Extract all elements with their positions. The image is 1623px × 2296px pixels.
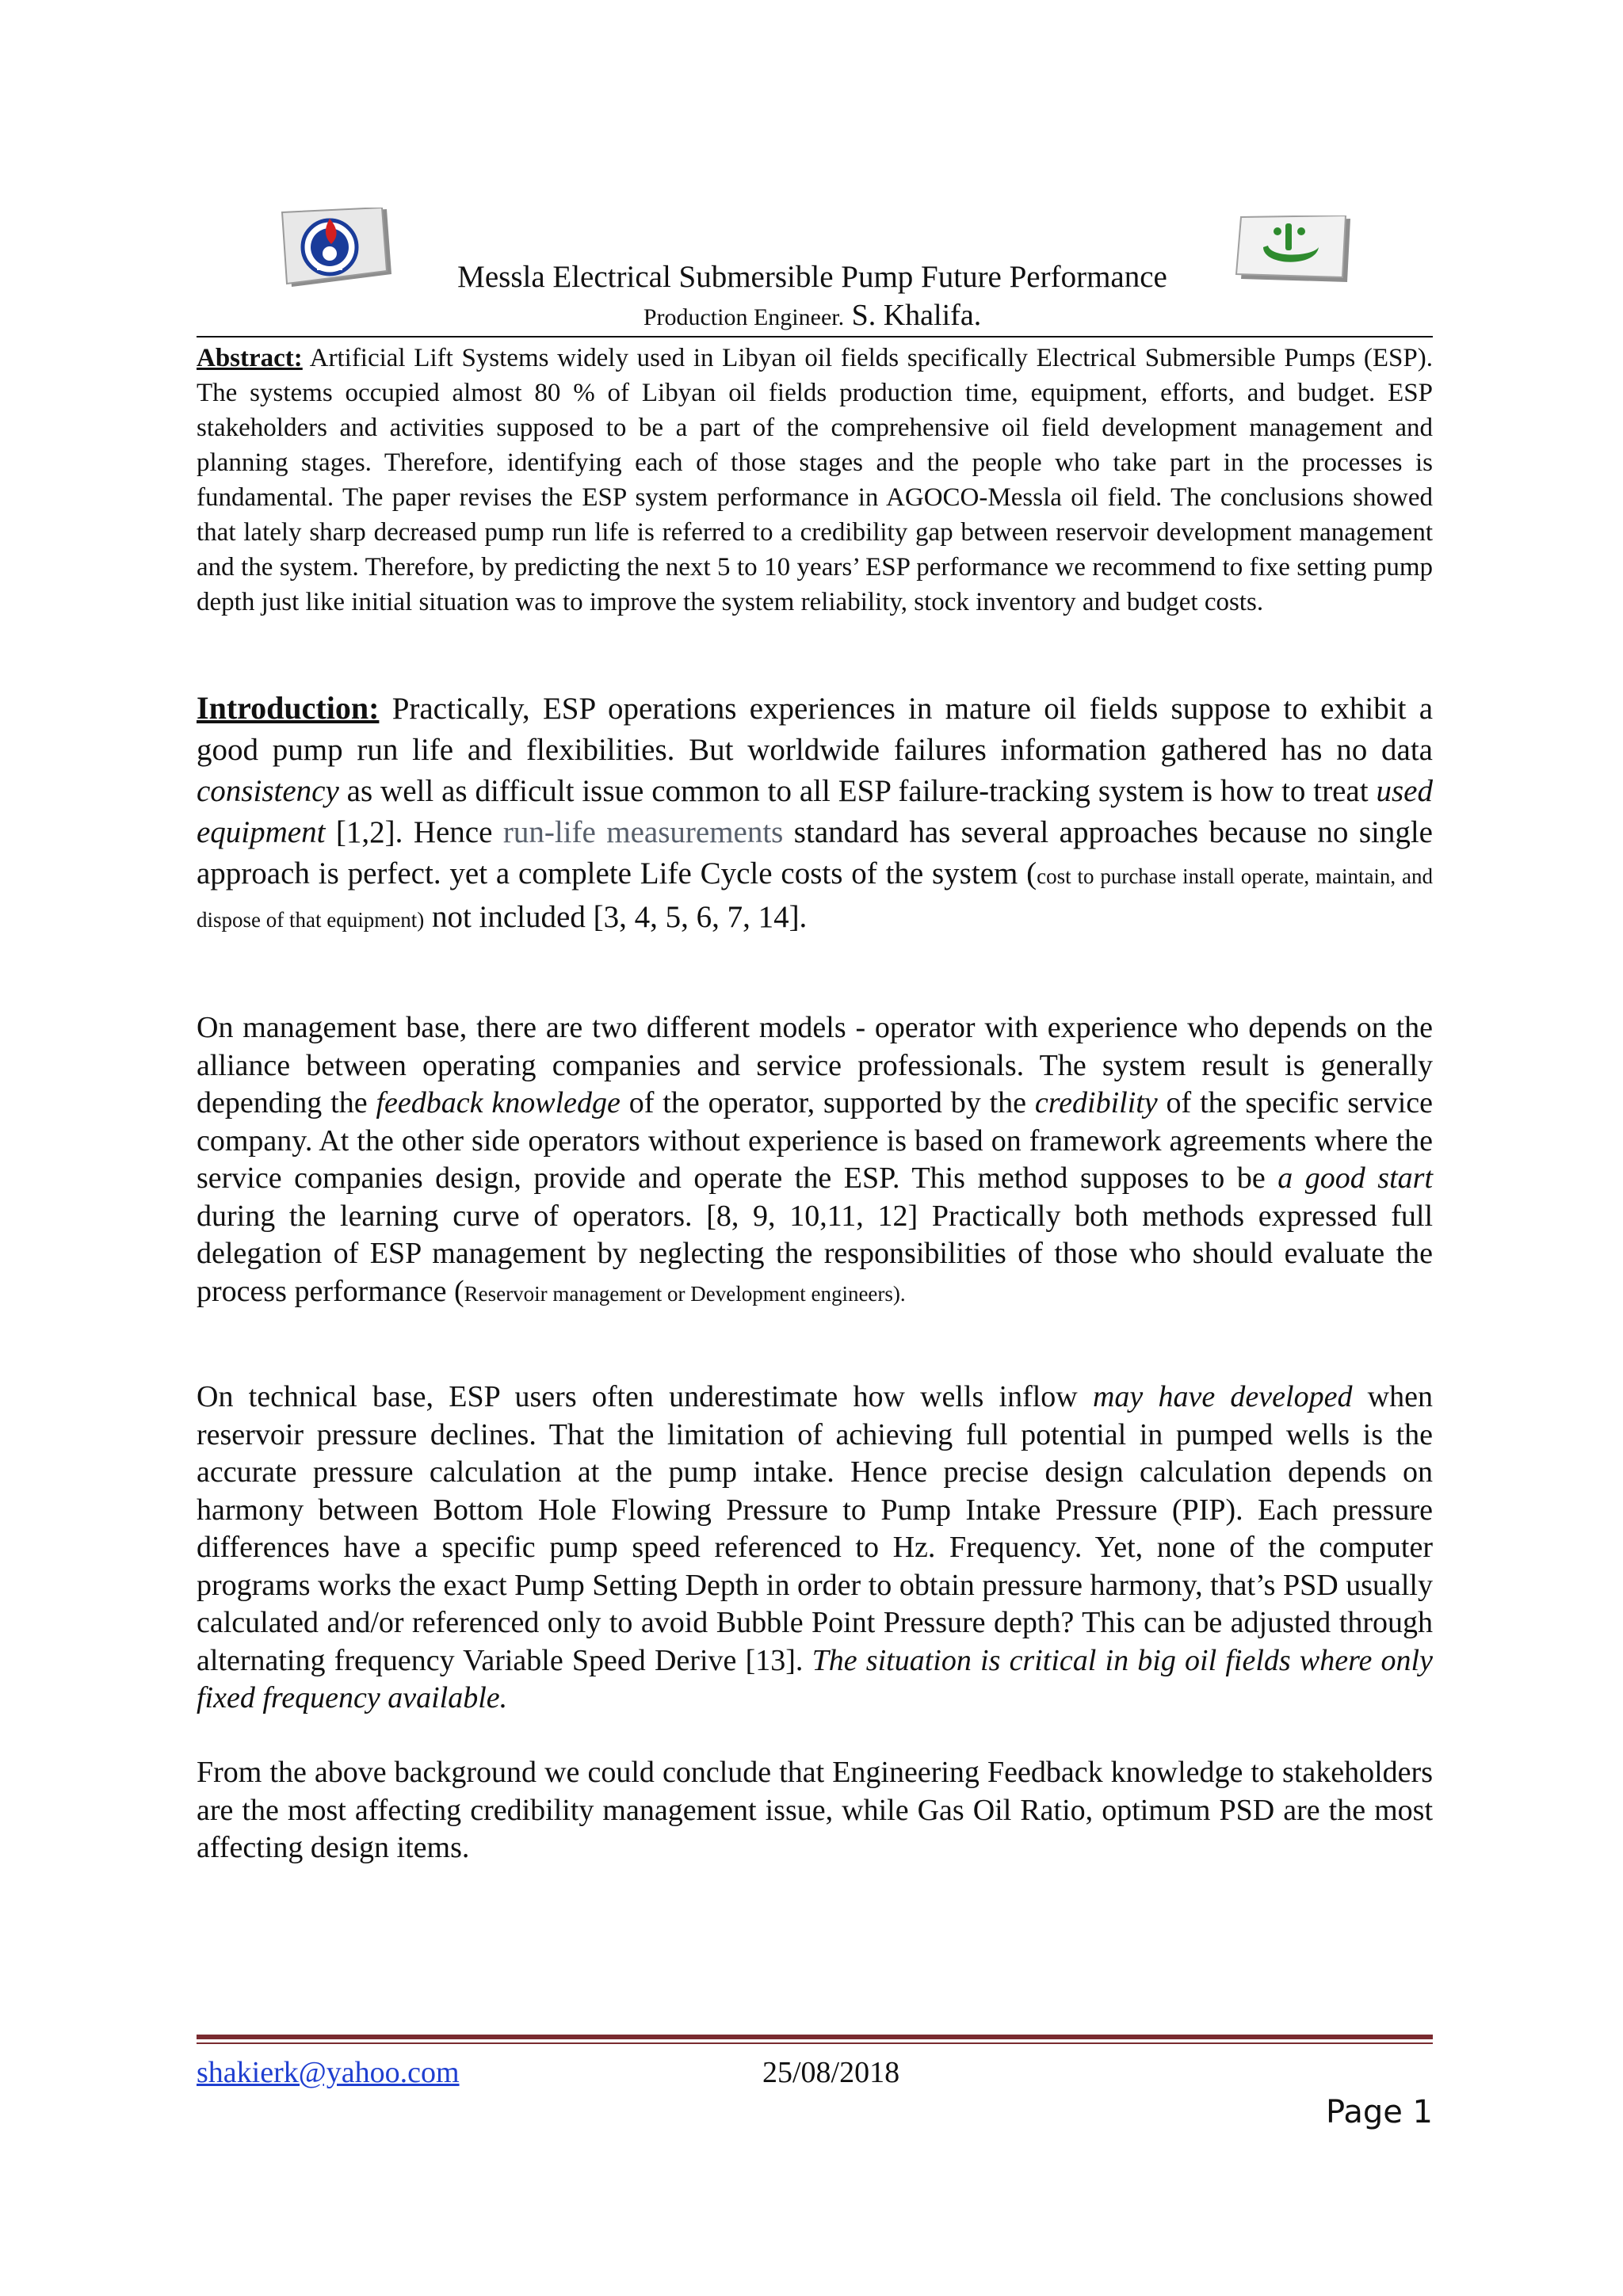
footer-email-link[interactable]: shakierk@yahoo.com: [197, 2056, 460, 2089]
management-text-2: of the operator, supported by the: [620, 1086, 1035, 1119]
footer-divider-thick: [197, 2035, 1433, 2039]
intro-text-3: [1,2]. Hence: [325, 815, 503, 849]
intro-text-4: standard has several approaches because no single approach is perfect. yet a complete Life Cycle costs of the system (: [197, 815, 1433, 891]
management-emphasis-feedback: feedback knowledge: [376, 1086, 621, 1119]
introduction-paragraph: [197, 688, 1433, 940]
intro-text-2: as well as difficult issue common to all ESP failure-tracking system is how to treat: [338, 774, 1377, 808]
intro-text-5: not included [3, 4, 5, 6, 7, 14].: [424, 900, 808, 934]
technical-emphasis-developed: may have developed: [1092, 1380, 1353, 1413]
intro-small-note: cost to purchase install operate, maintain, and dispose of that equipment): [197, 864, 1433, 932]
management-emphasis-credibility: credibility: [1034, 1086, 1158, 1119]
technical-emphasis-critical: The situation is critical in big oil fields where only fixed frequency available.: [197, 1643, 1433, 1714]
intro-text-1: Practically, ESP operations experiences in mature oil fields suppose to exhibit a good pump run life and flexibilities. But worldwide failures information gathered has no data: [197, 692, 1433, 767]
page-number: Page 1: [1326, 2094, 1433, 2130]
footer-date: 25/08/2018: [762, 2056, 900, 2089]
abstract-heading: Abstract:: [197, 344, 303, 372]
introduction-heading: Introduction:: [197, 690, 380, 726]
abstract-paragraph: [197, 341, 1433, 620]
management-small-note: Reservoir management or Development engineers).: [464, 1281, 906, 1306]
management-text-1: On management base, there are two different models - operator with experience who depends on the alliance between operating companies and service professionals. The system result is generally depending the: [197, 1011, 1433, 1119]
management-emphasis-good-start: a good start: [1277, 1161, 1433, 1195]
abstract-text: Artificial Lift Systems widely used in Libyan oil fields specifically Electrical Submersible Pumps (ESP). The systems occupied almost 80 % of Libyan oil fields production time, equipment, efforts, and budget. ESP stakeholders and activities supposed to be a part of the comprehensive oil field development management and planning stages. Therefore, identifying each of those stages and the people who take part in the processes is fundamental. The paper revises the ESP system performance in AGOCO-Messla oil field. The conclusions showed that lately sharp decreased pump run life is referred to a credibility gap between reservoir development management and the system. Therefore, by predicting the next 5 to 10 years’ ESP performance we recommend to fixe setting pump depth just like initial situation was to improve the system reliability, stock inventory and budget costs.: [197, 344, 1433, 616]
author-prefix: Production Engineer.: [643, 304, 845, 330]
management-text-3: of the specific service company. At the other side operators without experience is based on framework agreements where the service companies design, provide and operate the ESP. This method supposes to be: [197, 1086, 1434, 1195]
footer-divider-thin: [197, 2042, 1433, 2044]
intro-emphasis-consistency: consistency: [197, 774, 339, 808]
technical-paragraph: [197, 1379, 1433, 1718]
document-title: Messla Electrical Submersible Pump Future Performance: [457, 260, 1167, 294]
technical-text-2: when reservoir pressure declines. That the limitation of achieving full potential in pumped wells is the accurate pressure calculation at the pump intake. Hence precise design calculation depends on harmony between Bottom Hole Flowing Pressure to Pump Intake Pressure (PIP). Each pressure differences have a specific pump speed referenced to Hz. Frequency. Yet, none of the computer programs works the exact Pump Setting Depth in order to obtain pressure harmony, that’s PSD usually calculated and/or referenced only to avoid Bubble Point Pressure depth? This can be adjusted through alternating frequency Variable Speed Derive [13].: [197, 1380, 1433, 1677]
intro-emphasis-used-equipment: used equipment: [197, 774, 1433, 849]
conclusion-paragraph: From the above background we could conclude that Engineering Feedback knowledge to stakeholders are the most affecting credibility management issue, while Gas Oil Ratio, optimum PSD are the most affecting design items.: [197, 1756, 1433, 1864]
author-line: [341, 298, 1284, 335]
intro-muted-run-life: run-life measurements: [502, 815, 784, 849]
technical-text-1: On technical base, ESP users often underestimate how wells inflow: [197, 1380, 1093, 1413]
management-text-4: during the learning curve of operators. [8, 9, 10,11, 12] Practically both methods expressed full delegation of ESP management by neglecting the responsibilities of those who should evaluate the process performance (: [197, 1199, 1433, 1308]
management-paragraph: [197, 1009, 1433, 1313]
header-divider: [197, 336, 1433, 338]
author-name: S. Khalifa.: [844, 299, 982, 332]
